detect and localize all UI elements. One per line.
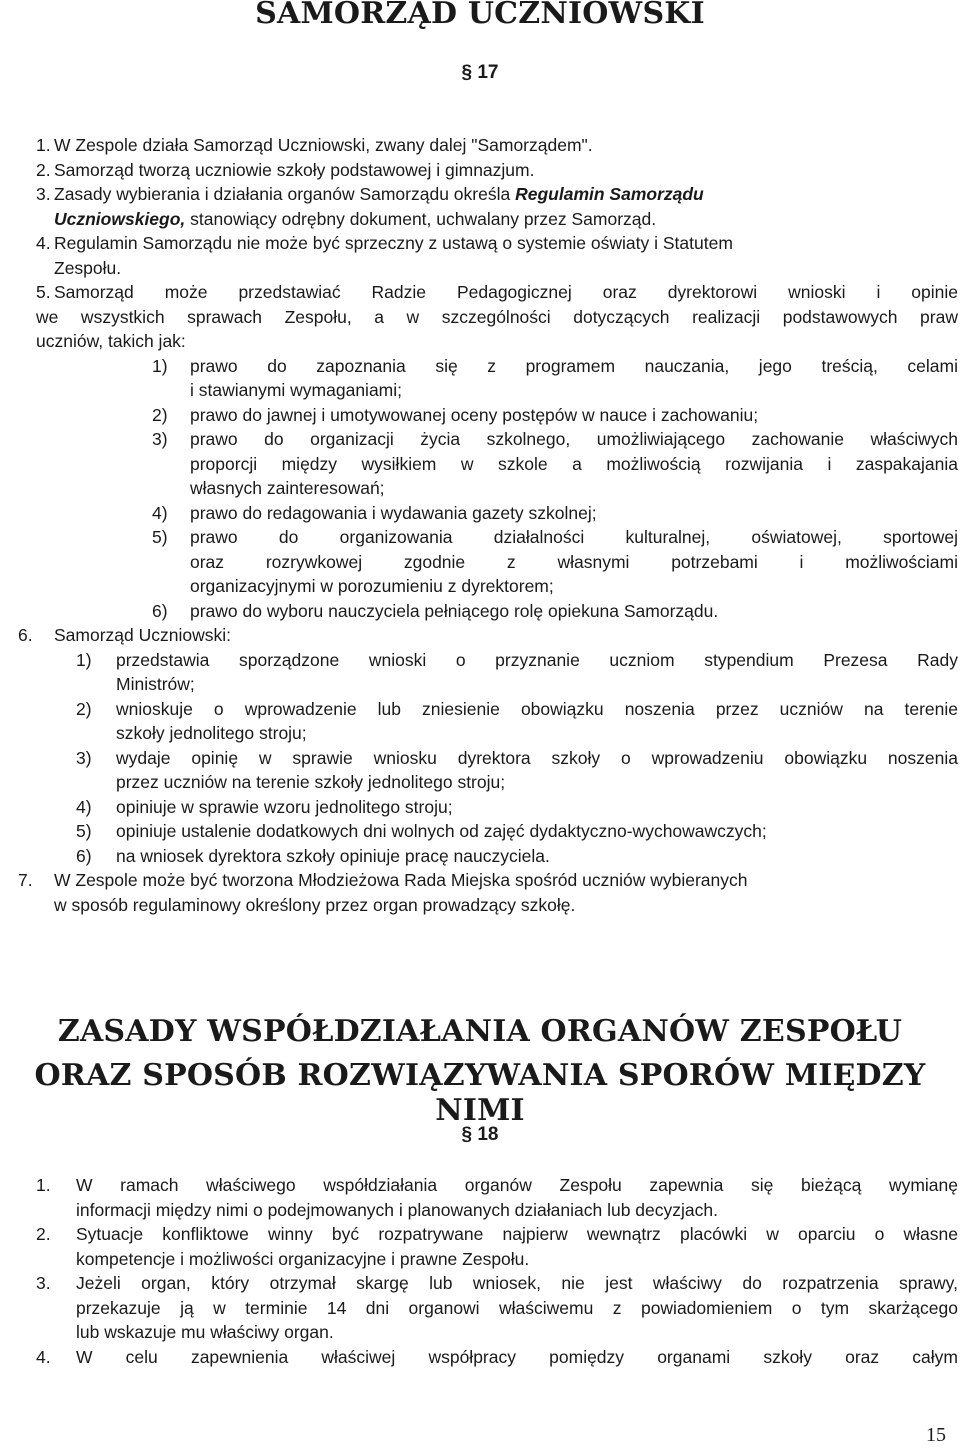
item-text: i stawianymi wymaganiami; [190,380,403,400]
item-number: 2. [36,159,51,180]
item-text: prawo do jawnej i umotywowanej oceny postępów w nauce i zachowaniu; [190,404,759,425]
regulation-name-emphasis: Uczniowskiego, [54,208,186,229]
item-text: W Zespole działa Samorząd Uczniowski, zwany dalej "Samorządem". [54,135,593,155]
item-text: Samorząd tworzą uczniowie szkoły podstawowej i gimnazjum. [54,159,535,180]
item-text: w sposób regulaminowy określony przez organ prowadzący szkołę. [54,894,576,915]
list-item-continuation [0,256,960,281]
item-text: wnioskuje o wprowadzenie lub zniesienie obowiązku noszenia przez uczniów na terenie [116,698,958,719]
item-number: 4. [36,233,51,253]
item-text: Samorząd może przedstawiać Radzie Pedagogicznej oraz dyrektorowi wnioski i opinie [54,282,958,302]
item-number: 1) [152,355,168,376]
sub-item-continuation [0,550,960,575]
item-number: 4) [76,796,92,817]
item-text: opiniuje ustalenie dodatkowych dni wolnych od zajęć dydaktyczno-wychowawczych; [116,821,767,841]
sub-item-continuation [0,770,960,795]
item-text: proporcji między wysiłkiem w szkole a możliwością rozwijania i zaspakajania [190,453,958,474]
item-text: prawo do organizowania działalności kulturalnej, oświatowej, sportowej [190,527,958,547]
item-text: prawo do organizacji życia szkolnego, umożliwiającego zachowanie właściwych [190,429,958,449]
item-text: kompetencje i możliwości organizacyjne i prawne Zespołu. [76,1248,530,1269]
item-number: 5) [152,527,168,547]
sub-item [0,354,960,379]
sub-item-continuation [0,721,960,746]
item-text: organizacyjnymi w porozumieniu z dyrektorem; [190,576,554,596]
item-number: 1. [36,135,51,155]
item-text-part: stanowiący odrębny dokument, uchwalany przez Samorząd. [190,208,657,229]
sub-item-continuation [0,378,960,403]
sub-item [0,403,960,428]
item-text: Sytuacje konfliktowe winny być rozpatrywane najpierw wewnątrz placówki w oparciu o własne [76,1224,958,1244]
item-text: oraz rozrywkowej zgodnie z własnymi potrzebami i możliwościami [190,551,958,572]
sub-item [0,819,960,844]
item-text: wydaje opinię w sprawie wniosku dyrektora szkoły o wprowadzeniu obowiązku noszenia [116,747,958,768]
section1-body [0,133,960,917]
list-item-continuation [0,893,960,918]
list-item [0,623,960,648]
item-text: własnych zainteresowań; [190,478,385,498]
sub-item [0,599,960,624]
sub-item [0,525,960,550]
section-heading-samorzad: SAMORZĄD UCZNIOWSKI [255,0,705,31]
item-number: 3. [36,184,51,204]
list-item [0,182,960,207]
list-item [0,133,960,158]
list-item-continuation [0,207,960,232]
item-text: przez uczniów na terenie szkoły jednolitego stroju; [116,772,506,792]
sub-item [0,697,960,722]
item-text: W ramach właściwego współdziałania organów Zespołu zapewnia się bieżącą wymianę [76,1175,958,1195]
item-text: we wszystkich sprawach Zespołu, a w szczególności dotyczących realizacji podstawowych praw [36,306,958,327]
list-item-continuation [0,1296,960,1321]
section-heading-zasady-line1: ZASADY WSPÓŁDZIAŁANIA ORGANÓW ZESPOŁU [57,1014,903,1049]
regulation-name-emphasis: Regulamin Samorządu [515,184,704,204]
item-text: Zespołu. [54,257,122,278]
sub-item-continuation [0,574,960,599]
item-text: opiniuje w sprawie wzoru jednolitego stroju; [116,796,453,817]
item-number: 6) [76,845,92,866]
item-text [54,182,704,207]
item-number: 4. [36,1346,51,1367]
list-item [0,1345,960,1370]
item-number: 3. [36,1273,51,1293]
item-text: uczniów, takich jak: [36,331,186,351]
item-number: 5) [76,821,92,841]
sub-item [0,844,960,869]
list-item [0,1271,960,1296]
item-text: Regulamin Samorządu nie może być sprzeczny z ustawą o systemie oświaty i Statutem [54,233,733,253]
list-item-continuation [0,1320,960,1345]
item-number: 5. [36,282,51,302]
item-number: 7. [18,870,33,890]
sub-item [0,501,960,526]
list-item-continuation [0,1198,960,1223]
item-text: Ministrów; [116,674,195,694]
item-text: przedstawia sporządzone wnioski o przyznanie uczniom stypendium Prezesa Rady [116,649,958,670]
item-text: prawo do redagowania i wydawania gazety szkolnej; [190,502,597,523]
page-number: 15 [926,1424,946,1446]
sub-item-continuation [0,476,960,501]
section2-body [0,1173,960,1369]
item-text: na wniosek dyrektora szkoły opiniuje pracę nauczyciela. [116,845,550,866]
item-text: informacji między nimi o podejmowanych i planowanych działaniach lub decyzjach. [76,1199,718,1220]
item-number: 1) [76,649,92,670]
sub-item [0,795,960,820]
list-item [0,1173,960,1198]
item-text: przekazuje ją w terminie 14 dni organowi właściwemu z powiadomieniem o tym skarżącego [76,1297,958,1318]
item-text [54,207,656,232]
list-item [0,158,960,183]
item-text: Samorząd Uczniowski: [54,625,231,645]
item-number: 2. [36,1224,51,1244]
item-number: 1. [36,1175,51,1195]
list-item [0,280,960,305]
sub-item [0,427,960,452]
sub-item [0,746,960,771]
item-number: 3) [152,429,168,449]
sub-item-continuation [0,452,960,477]
item-text: szkoły jednolitego stroju; [116,723,307,743]
section-heading-zasady-line2: ORAZ SPOSÓB ROZWIĄZYWANIA SPORÓW MIĘDZY NIMI [34,1058,926,1128]
sub-item-continuation [0,672,960,697]
item-text: prawo do wyboru nauczyciela pełniącego rolę opiekuna Samorządu. [190,600,719,621]
list-item-continuation [0,305,960,330]
item-number: 2) [152,404,168,425]
item-number: 4) [152,502,168,523]
item-number: 6. [18,625,33,645]
item-number: 2) [76,698,92,719]
item-text: lub wskazuje mu właściwy organ. [76,1322,334,1342]
item-number: 3) [76,747,92,768]
paragraph-mark-18: § 18 [461,1124,499,1145]
item-text: W Zespole może być tworzona Młodzieżowa Rada Miejska spośród uczniów wybieranych [54,870,748,890]
paragraph-mark-17: § 17 [461,62,499,83]
list-item [0,231,960,256]
list-item [0,1222,960,1247]
list-item-continuation [0,1247,960,1272]
list-item [0,868,960,893]
item-text: W celu zapewnienia właściwej współpracy pomiędzy organami szkoły oraz całym [76,1346,958,1367]
sub-item [0,648,960,673]
item-text: Jeżeli organ, który otrzymał skargę lub wniosek, nie jest właściwy do rozpatrzenia sprawy, [76,1273,958,1293]
item-number: 6) [152,600,168,621]
list-item-continuation [0,329,960,354]
item-text: prawo do zapoznania się z programem nauczania, jego treścią, celami [190,355,958,376]
item-text-part: Zasady wybierania i działania organów Samorządu określa [54,184,511,204]
